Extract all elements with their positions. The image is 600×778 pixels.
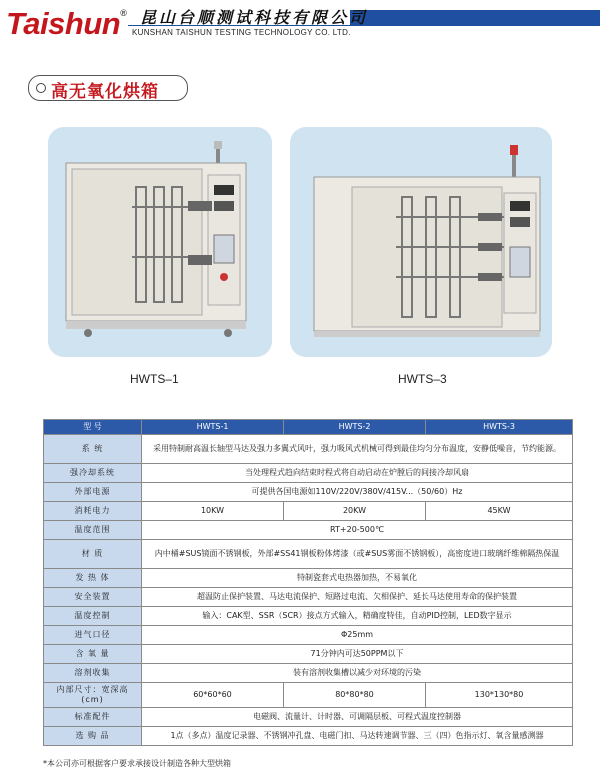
logo-text: Taishun: [6, 6, 121, 41]
row-value-hwts-2: 80*80*80: [284, 683, 426, 708]
table-row: [44, 626, 573, 645]
product-photo-hwts-3: [290, 127, 552, 357]
row-label: 进气口径: [44, 626, 142, 645]
table-header-row: [44, 420, 573, 435]
table-row: [44, 645, 573, 664]
table-row: [44, 435, 573, 464]
row-value-hwts-1: 60*60*60: [142, 683, 284, 708]
brand-logo: [6, 6, 126, 42]
row-value-hwts-1: 10KW: [142, 502, 284, 521]
row-value: 超温防止保护装置、马达电流保护、短路过电流、欠相保护、延长马达使用寿命的保护装置: [142, 588, 573, 607]
row-label: 系 统: [44, 435, 142, 464]
section-title: 高无氧化烘箱: [51, 82, 159, 102]
company-name-en: KUNSHAN TAISHUN TESTING TECHNOLOGY CO. LTD.: [132, 28, 351, 37]
row-label: 消耗电力: [44, 502, 142, 521]
table-row: [44, 569, 573, 588]
header-hwts-1: HWTS-1: [142, 420, 284, 435]
table-row: [44, 664, 573, 683]
table-row: [44, 708, 573, 727]
row-value: 特制瓷套式电热器加热，不易氧化: [142, 569, 573, 588]
table-row: [44, 727, 573, 746]
section-title-box: [28, 75, 188, 101]
page-header: [0, 0, 600, 52]
header-hwts-2: HWTS-2: [284, 420, 426, 435]
row-label: 发 热 体: [44, 569, 142, 588]
oven-illustration-1: [48, 127, 272, 357]
row-value: 装有溶剂收集槽以减少对环境的污染: [142, 664, 573, 683]
row-value-hwts-2: 20KW: [284, 502, 426, 521]
row-label: 选 购 品: [44, 727, 142, 746]
row-value: 1点（多点）温度记录器、不锈钢冲孔盘、电磁门扣、马达转速调节器、三（四）色指示灯、氧含量感测器: [142, 727, 573, 746]
row-label: 安全装置: [44, 588, 142, 607]
table-row: [44, 607, 573, 626]
table-row: [44, 521, 573, 540]
row-value: 采用特制耐高温长轴型马达及强力多翼式风叶，强力吸风式机械可得到最佳均匀分布温度，安静低噪音，节约能源。: [142, 435, 573, 464]
header-color-bar: [350, 10, 600, 26]
footnote: *本公司亦可根据客户要求承接设计制造各种大型烘箱: [43, 759, 231, 768]
header-hwts-3: HWTS-3: [426, 420, 573, 435]
company-name-cn: 昆山台顺测试科技有限公司: [140, 8, 369, 27]
row-label: 标准配件: [44, 708, 142, 727]
row-value: 电磁阀、流量计、计时器、可调隔层板、可程式温度控制器: [142, 708, 573, 727]
table-row: [44, 683, 573, 708]
row-value: RT+20-500℃: [142, 521, 573, 540]
caption-hwts-3: HWTS–3: [398, 372, 447, 386]
spec-table: [43, 419, 573, 746]
row-label: 含 氧 量: [44, 645, 142, 664]
row-value: 输入：CAK型、SSR（SCR）接点方式输入，精确度特佳，自动PID控制，LED数字显示: [142, 607, 573, 626]
product-photo-hwts-1: [48, 127, 272, 357]
row-value-hwts-3: 45KW: [426, 502, 573, 521]
row-label: 温度控制: [44, 607, 142, 626]
oven-illustration-3: [290, 127, 552, 357]
caption-hwts-1: HWTS–1: [130, 372, 179, 386]
table-row: [44, 483, 573, 502]
bullet-icon: [36, 83, 46, 93]
row-label: 内部尺寸：宽深高(cm): [44, 683, 142, 708]
row-value: 内中桶#SUS镜面不锈钢板，外部#SS41钢板粉体烤漆（或#SUS雾面不锈钢板），高密度进口玻璃纤维棉隔热保温: [142, 540, 573, 569]
row-label: 强冷却系统: [44, 464, 142, 483]
table-row: [44, 540, 573, 569]
table-row: [44, 464, 573, 483]
row-value: 71分钟内可达50PPM以下: [142, 645, 573, 664]
row-label: 温度范围: [44, 521, 142, 540]
table-row: [44, 502, 573, 521]
header-model: 型 号: [44, 420, 142, 435]
registered-mark: ®: [120, 8, 127, 18]
row-label: 溶剂收集: [44, 664, 142, 683]
row-label: 材 质: [44, 540, 142, 569]
row-value: Φ25mm: [142, 626, 573, 645]
row-value: 当处理程式趋向结束时程式将自动启动在炉膛后的间接冷却风扇: [142, 464, 573, 483]
row-value-hwts-3: 130*130*80: [426, 683, 573, 708]
row-label: 外部电源: [44, 483, 142, 502]
table-row: [44, 588, 573, 607]
row-value: 可提供各国电源如110V/220V/380V/415V...（50/60）Hz: [142, 483, 573, 502]
